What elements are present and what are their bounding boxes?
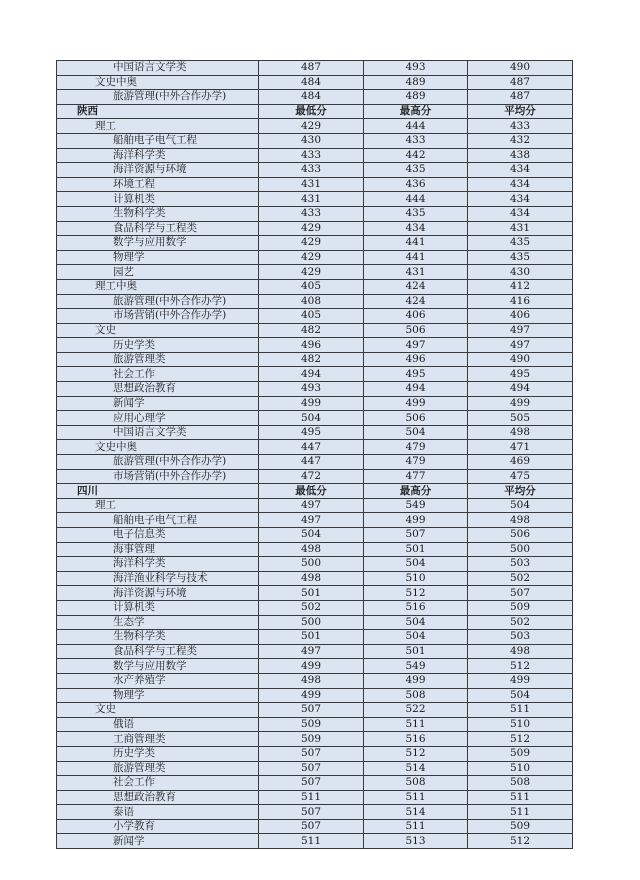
min-score-cell: 509: [259, 732, 364, 747]
name-cell: 新闻学: [57, 834, 259, 849]
min-score-cell: 482: [259, 323, 364, 338]
min-score-cell: 504: [259, 411, 364, 426]
name-cell: 物理学: [57, 250, 259, 265]
avg-score-cell: 490: [468, 352, 573, 367]
max-score-cell: 477: [364, 469, 468, 484]
max-score-cell: 514: [364, 805, 468, 820]
avg-score-cell: 505: [468, 411, 573, 426]
name-cell: 陕西: [57, 104, 259, 119]
avg-score-cell: 502: [468, 615, 573, 630]
name-cell: 理工: [57, 119, 259, 134]
name-cell: 中国语言文学类: [57, 425, 259, 440]
avg-score-cell: 510: [468, 761, 573, 776]
table-row: [57, 309, 573, 324]
min-score-cell: 482: [259, 352, 364, 367]
min-score-cell: 431: [259, 192, 364, 207]
avg-score-cell: 406: [468, 309, 573, 324]
avg-score-cell: 433: [468, 119, 573, 134]
avg-score-cell: 498: [468, 425, 573, 440]
min-score-cell: 507: [259, 761, 364, 776]
avg-score-cell: 500: [468, 542, 573, 557]
max-score-cell: 442: [364, 148, 468, 163]
table-row: [57, 469, 573, 484]
avg-score-cell: 512: [468, 834, 573, 849]
table-row: [57, 673, 573, 688]
avg-score-cell: 平均分: [468, 104, 573, 119]
category-row: [57, 703, 573, 718]
min-score-cell: 429: [259, 236, 364, 251]
avg-score-cell: 511: [468, 790, 573, 805]
name-cell: 食品科学与工程类: [57, 221, 259, 236]
max-score-cell: 431: [364, 265, 468, 280]
max-score-cell: 504: [364, 425, 468, 440]
min-score-cell: 493: [259, 382, 364, 397]
min-score-cell: 496: [259, 338, 364, 353]
name-cell: 海洋资源与环境: [57, 163, 259, 178]
name-cell: 旅游管理类: [57, 761, 259, 776]
table-row: [57, 732, 573, 747]
min-score-cell: 405: [259, 309, 364, 324]
name-cell: 计算机类: [57, 192, 259, 207]
name-cell: 海洋渔业科学与技术: [57, 571, 259, 586]
max-score-cell: 436: [364, 177, 468, 192]
table-row: [57, 206, 573, 221]
min-score-cell: 472: [259, 469, 364, 484]
table-row: [57, 396, 573, 411]
avg-score-cell: 504: [468, 498, 573, 513]
avg-score-cell: 490: [468, 61, 573, 76]
max-score-cell: 最高分: [364, 484, 468, 499]
name-cell: 历史学类: [57, 746, 259, 761]
avg-score-cell: 498: [468, 644, 573, 659]
avg-score-cell: 511: [468, 805, 573, 820]
max-score-cell: 479: [364, 440, 468, 455]
avg-score-cell: 512: [468, 732, 573, 747]
min-score-cell: 504: [259, 528, 364, 543]
max-score-cell: 504: [364, 630, 468, 645]
min-score-cell: 484: [259, 75, 364, 90]
name-cell: 俄语: [57, 717, 259, 732]
name-cell: 工商管理类: [57, 732, 259, 747]
name-cell: 旅游管理(中外合作办学): [57, 294, 259, 309]
max-score-cell: 441: [364, 236, 468, 251]
min-score-cell: 429: [259, 265, 364, 280]
name-cell: 数学与应用数学: [57, 659, 259, 674]
table-row: [57, 177, 573, 192]
name-cell: 生物科学类: [57, 206, 259, 221]
min-score-cell: 507: [259, 776, 364, 791]
max-score-cell: 549: [364, 498, 468, 513]
min-score-cell: 500: [259, 557, 364, 572]
table-row: [57, 819, 573, 834]
name-cell: 文史: [57, 703, 259, 718]
max-score-cell: 508: [364, 776, 468, 791]
max-score-cell: 516: [364, 600, 468, 615]
max-score-cell: 424: [364, 279, 468, 294]
max-score-cell: 444: [364, 192, 468, 207]
name-cell: 新闻学: [57, 396, 259, 411]
min-score-cell: 433: [259, 206, 364, 221]
min-score-cell: 494: [259, 367, 364, 382]
name-cell: 社会工作: [57, 367, 259, 382]
max-score-cell: 513: [364, 834, 468, 849]
table-row: [57, 761, 573, 776]
avg-score-cell: 434: [468, 177, 573, 192]
score-table-body: [57, 61, 573, 849]
max-score-cell: 435: [364, 163, 468, 178]
max-score-cell: 499: [364, 513, 468, 528]
max-score-cell: 489: [364, 75, 468, 90]
avg-score-cell: 499: [468, 396, 573, 411]
min-score-cell: 487: [259, 61, 364, 76]
name-cell: 文史中奥: [57, 75, 259, 90]
table-row: [57, 557, 573, 572]
table-row: [57, 163, 573, 178]
avg-score-cell: 504: [468, 688, 573, 703]
name-cell: 电子信息类: [57, 528, 259, 543]
table-row: [57, 659, 573, 674]
name-cell: 旅游管理(中外合作办学): [57, 90, 259, 105]
avg-score-cell: 509: [468, 746, 573, 761]
avg-score-cell: 503: [468, 630, 573, 645]
name-cell: 泰语: [57, 805, 259, 820]
min-score-cell: 429: [259, 221, 364, 236]
name-cell: 数学与应用数学: [57, 236, 259, 251]
max-score-cell: 511: [364, 717, 468, 732]
min-score-cell: 429: [259, 250, 364, 265]
min-score-cell: 408: [259, 294, 364, 309]
table-row: [57, 746, 573, 761]
max-score-cell: 444: [364, 119, 468, 134]
table-row: [57, 834, 573, 849]
max-score-cell: 最高分: [364, 104, 468, 119]
max-score-cell: 512: [364, 586, 468, 601]
name-cell: 船舶电子电气工程: [57, 133, 259, 148]
min-score-cell: 497: [259, 498, 364, 513]
table-row: [57, 542, 573, 557]
name-cell: 小学教育: [57, 819, 259, 834]
table-row: [57, 338, 573, 353]
max-score-cell: 511: [364, 819, 468, 834]
min-score-cell: 431: [259, 177, 364, 192]
max-score-cell: 506: [364, 323, 468, 338]
min-score-cell: 511: [259, 834, 364, 849]
max-score-cell: 504: [364, 557, 468, 572]
min-score-cell: 509: [259, 717, 364, 732]
name-cell: 市场营销(中外合作办学): [57, 469, 259, 484]
name-cell: 物理学: [57, 688, 259, 703]
table-row: [57, 717, 573, 732]
max-score-cell: 501: [364, 542, 468, 557]
score-table: [56, 60, 573, 849]
min-score-cell: 499: [259, 659, 364, 674]
category-row: [57, 323, 573, 338]
table-row: [57, 528, 573, 543]
name-cell: 海洋科学类: [57, 557, 259, 572]
table-row: [57, 425, 573, 440]
max-score-cell: 507: [364, 528, 468, 543]
table-row: [57, 352, 573, 367]
max-score-cell: 406: [364, 309, 468, 324]
table-row: [57, 250, 573, 265]
table-row: [57, 265, 573, 280]
table-row: [57, 600, 573, 615]
name-cell: 理工中奥: [57, 279, 259, 294]
min-score-cell: 501: [259, 630, 364, 645]
table-row: [57, 586, 573, 601]
table-row: [57, 776, 573, 791]
max-score-cell: 497: [364, 338, 468, 353]
table-row: [57, 805, 573, 820]
table-row: [57, 192, 573, 207]
avg-score-cell: 416: [468, 294, 573, 309]
min-score-cell: 499: [259, 396, 364, 411]
avg-score-cell: 499: [468, 673, 573, 688]
max-score-cell: 435: [364, 206, 468, 221]
max-score-cell: 510: [364, 571, 468, 586]
max-score-cell: 501: [364, 644, 468, 659]
avg-score-cell: 510: [468, 717, 573, 732]
avg-score-cell: 498: [468, 513, 573, 528]
avg-score-cell: 487: [468, 90, 573, 105]
avg-score-cell: 512: [468, 659, 573, 674]
min-score-cell: 507: [259, 703, 364, 718]
avg-score-cell: 平均分: [468, 484, 573, 499]
name-cell: 应用心理学: [57, 411, 259, 426]
max-score-cell: 496: [364, 352, 468, 367]
min-score-cell: 484: [259, 90, 364, 105]
table-row: [57, 513, 573, 528]
min-score-cell: 495: [259, 425, 364, 440]
table-row: [57, 688, 573, 703]
name-cell: 文史中奥: [57, 440, 259, 455]
max-score-cell: 549: [364, 659, 468, 674]
avg-score-cell: 434: [468, 192, 573, 207]
name-cell: 旅游管理类: [57, 352, 259, 367]
max-score-cell: 516: [364, 732, 468, 747]
avg-score-cell: 508: [468, 776, 573, 791]
max-score-cell: 508: [364, 688, 468, 703]
avg-score-cell: 497: [468, 338, 573, 353]
name-cell: 四川: [57, 484, 259, 499]
min-score-cell: 430: [259, 133, 364, 148]
name-cell: 思想政治教育: [57, 790, 259, 805]
avg-score-cell: 469: [468, 455, 573, 470]
name-cell: 计算机类: [57, 600, 259, 615]
min-score-cell: 447: [259, 455, 364, 470]
avg-score-cell: 431: [468, 221, 573, 236]
table-row: [57, 615, 573, 630]
name-cell: 历史学类: [57, 338, 259, 353]
max-score-cell: 499: [364, 673, 468, 688]
avg-score-cell: 509: [468, 600, 573, 615]
min-score-cell: 433: [259, 148, 364, 163]
avg-score-cell: 507: [468, 586, 573, 601]
max-score-cell: 479: [364, 455, 468, 470]
table-row: [57, 236, 573, 251]
max-score-cell: 489: [364, 90, 468, 105]
avg-score-cell: 438: [468, 148, 573, 163]
avg-score-cell: 502: [468, 571, 573, 586]
avg-score-cell: 434: [468, 163, 573, 178]
name-cell: 海洋科学类: [57, 148, 259, 163]
table-row: [57, 382, 573, 397]
max-score-cell: 499: [364, 396, 468, 411]
avg-score-cell: 435: [468, 250, 573, 265]
min-score-cell: 502: [259, 600, 364, 615]
avg-score-cell: 434: [468, 206, 573, 221]
max-score-cell: 493: [364, 61, 468, 76]
table-row: [57, 294, 573, 309]
name-cell: 园艺: [57, 265, 259, 280]
min-score-cell: 405: [259, 279, 364, 294]
avg-score-cell: 503: [468, 557, 573, 572]
avg-score-cell: 511: [468, 703, 573, 718]
table-row: [57, 411, 573, 426]
table-row: [57, 221, 573, 236]
max-score-cell: 506: [364, 411, 468, 426]
min-score-cell: 447: [259, 440, 364, 455]
table-row: [57, 148, 573, 163]
table-row: [57, 644, 573, 659]
avg-score-cell: 435: [468, 236, 573, 251]
min-score-cell: 507: [259, 805, 364, 820]
name-cell: 生态学: [57, 615, 259, 630]
min-score-cell: 498: [259, 673, 364, 688]
name-cell: 中国语言文学类: [57, 61, 259, 76]
table-row: [57, 630, 573, 645]
name-cell: 水产养殖学: [57, 673, 259, 688]
table-row: [57, 133, 573, 148]
avg-score-cell: 497: [468, 323, 573, 338]
min-score-cell: 497: [259, 513, 364, 528]
max-score-cell: 522: [364, 703, 468, 718]
table-row: [57, 790, 573, 805]
min-score-cell: 507: [259, 746, 364, 761]
category-row: [57, 119, 573, 134]
table-row: [57, 90, 573, 105]
min-score-cell: 500: [259, 615, 364, 630]
max-score-cell: 494: [364, 382, 468, 397]
avg-score-cell: 432: [468, 133, 573, 148]
name-cell: 生物科学类: [57, 630, 259, 645]
min-score-cell: 497: [259, 644, 364, 659]
avg-score-cell: 412: [468, 279, 573, 294]
category-row: [57, 75, 573, 90]
table-row: [57, 571, 573, 586]
min-score-cell: 最低分: [259, 104, 364, 119]
name-cell: 食品科学与工程类: [57, 644, 259, 659]
max-score-cell: 504: [364, 615, 468, 630]
min-score-cell: 507: [259, 819, 364, 834]
max-score-cell: 495: [364, 367, 468, 382]
category-row: [57, 440, 573, 455]
min-score-cell: 511: [259, 790, 364, 805]
max-score-cell: 434: [364, 221, 468, 236]
table-row: [57, 367, 573, 382]
table-row: [57, 61, 573, 76]
max-score-cell: 512: [364, 746, 468, 761]
min-score-cell: 499: [259, 688, 364, 703]
min-score-cell: 433: [259, 163, 364, 178]
avg-score-cell: 506: [468, 528, 573, 543]
name-cell: 文史: [57, 323, 259, 338]
name-cell: 环境工程: [57, 177, 259, 192]
name-cell: 市场营销(中外合作办学): [57, 309, 259, 324]
name-cell: 理工: [57, 498, 259, 513]
min-score-cell: 429: [259, 119, 364, 134]
name-cell: 船舶电子电气工程: [57, 513, 259, 528]
name-cell: 海事管理: [57, 542, 259, 557]
province-header-row: [57, 484, 573, 499]
min-score-cell: 498: [259, 571, 364, 586]
name-cell: 旅游管理(中外合作办学): [57, 455, 259, 470]
avg-score-cell: 494: [468, 382, 573, 397]
max-score-cell: 424: [364, 294, 468, 309]
name-cell: 社会工作: [57, 776, 259, 791]
avg-score-cell: 487: [468, 75, 573, 90]
name-cell: 海洋资源与环境: [57, 586, 259, 601]
avg-score-cell: 475: [468, 469, 573, 484]
min-score-cell: 501: [259, 586, 364, 601]
table-row: [57, 455, 573, 470]
min-score-cell: 498: [259, 542, 364, 557]
max-score-cell: 441: [364, 250, 468, 265]
max-score-cell: 514: [364, 761, 468, 776]
avg-score-cell: 430: [468, 265, 573, 280]
category-row: [57, 279, 573, 294]
avg-score-cell: 471: [468, 440, 573, 455]
avg-score-cell: 509: [468, 819, 573, 834]
avg-score-cell: 495: [468, 367, 573, 382]
min-score-cell: 最低分: [259, 484, 364, 499]
max-score-cell: 511: [364, 790, 468, 805]
province-header-row: [57, 104, 573, 119]
max-score-cell: 433: [364, 133, 468, 148]
name-cell: 思想政治教育: [57, 382, 259, 397]
category-row: [57, 498, 573, 513]
